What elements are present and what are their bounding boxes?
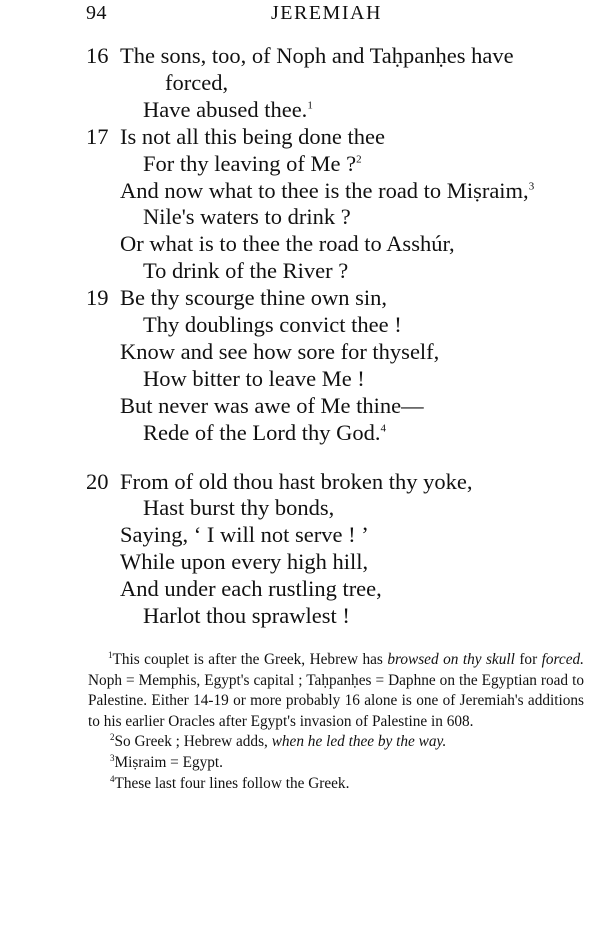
poem-line	[120, 285, 387, 311]
poem-line	[143, 258, 348, 284]
poem-line	[143, 97, 313, 123]
poem-line-text: forced,	[165, 69, 229, 95]
poem-line-text: Nile's waters to drink ?	[143, 204, 351, 230]
poem-line	[143, 366, 365, 392]
footnote-text: This couplet is after the Greek, Hebrew has	[112, 651, 388, 668]
footnote-reference: 1	[307, 99, 313, 112]
poem-line-text: Saying, ‘ I will not serve ! ’	[120, 522, 369, 548]
poem-line-text: And now what to thee is the road to Miṣraim,	[120, 177, 529, 203]
poem-line-text: The sons, too, of Noph and Taḥpanḥes have	[120, 43, 514, 68]
footnote-reference: 2	[356, 153, 362, 166]
poem-line	[120, 469, 472, 495]
footnote-marker: 4	[110, 773, 115, 784]
poem-line	[143, 420, 386, 446]
poem-line-text: But never was awe of Me thine—	[120, 392, 424, 418]
poem-line	[143, 151, 362, 177]
poem-line	[120, 178, 534, 204]
poem-line	[143, 603, 350, 629]
verse-number: 17	[86, 123, 109, 149]
footnote-reference: 4	[380, 422, 386, 435]
footnote-text: Noph = Memphis, Egypt's capital ; Taḥpanḥes = Daphne on the Egyptian road to Palestine. Either 14-19 or more probably 16 alone is one of Jeremiah's additions to his earlier Oracles after Egypt's invasion of Palestine in 608.	[88, 671, 584, 730]
poem-line-text: And under each rustling tree,	[120, 576, 382, 602]
poem-line-text: For thy leaving of Me ?	[143, 150, 357, 176]
poem-line-text: How bitter to leave Me !	[143, 365, 365, 391]
footnote-marker: 2	[110, 732, 115, 743]
footnote-text: for	[514, 651, 542, 668]
poem-line	[143, 204, 351, 230]
verse-number: 19	[86, 285, 109, 311]
poem-line-text: From of old thou hast broken thy yoke,	[120, 468, 473, 494]
poem-line-text: Know and see how sore for thyself,	[120, 338, 440, 364]
poem-line	[120, 522, 369, 548]
page-header	[0, 2, 606, 28]
footnote	[88, 732, 584, 753]
poem-line	[120, 43, 514, 69]
footnote-italic-text: browsed on thy skull	[387, 651, 515, 668]
footnote	[88, 774, 584, 795]
poem-line	[143, 312, 402, 338]
page-number: 94	[86, 2, 107, 24]
poem-line-text: Rede of the Lord thy God.	[143, 419, 381, 445]
verse-number: 16	[86, 43, 109, 68]
poem-line-text: Be thy scourge thine own sin,	[120, 285, 388, 311]
footnote	[88, 753, 584, 774]
footnote-reference: 3	[528, 180, 535, 192]
poem-line-text: Or what is to thee the road to Asshúr,	[120, 231, 455, 257]
poem-line-text: Thy doublings convict thee !	[143, 312, 402, 337]
footnote-text: So Greek ; Hebrew adds,	[114, 733, 272, 751]
footnotes	[88, 650, 584, 794]
poem-line	[165, 70, 228, 96]
poem-line	[143, 495, 334, 521]
poem-line	[120, 339, 439, 365]
footnote-text: Miṣraim = Egypt.	[114, 753, 223, 771]
poem-line-text: Hast burst thy bonds,	[143, 495, 335, 521]
verse-number: 20	[86, 468, 109, 494]
footnote	[88, 650, 584, 732]
poem-line-text: To drink of the River ?	[143, 258, 349, 284]
poem-line	[120, 393, 424, 419]
poem-line	[120, 124, 385, 150]
poem-line-text: Have abused thee.	[143, 96, 308, 122]
footnote-marker: 3	[110, 752, 115, 763]
footnote-italic-text: forced.	[541, 651, 584, 668]
running-title: JEREMIAH	[271, 2, 382, 24]
footnote-italic-text: when he led thee by the way.	[271, 733, 447, 751]
footnote-marker: 1	[108, 649, 113, 660]
poem-line	[120, 549, 368, 575]
poem-line	[120, 576, 382, 602]
footnote-text: These last four lines follow the Greek.	[114, 774, 350, 792]
poem-line-text: While upon every high hill,	[120, 549, 369, 575]
poem-line	[120, 231, 455, 257]
poem-line-text: Is not all this being done thee	[120, 123, 385, 149]
poem-line-text: Harlot thou sprawlest !	[143, 603, 350, 628]
